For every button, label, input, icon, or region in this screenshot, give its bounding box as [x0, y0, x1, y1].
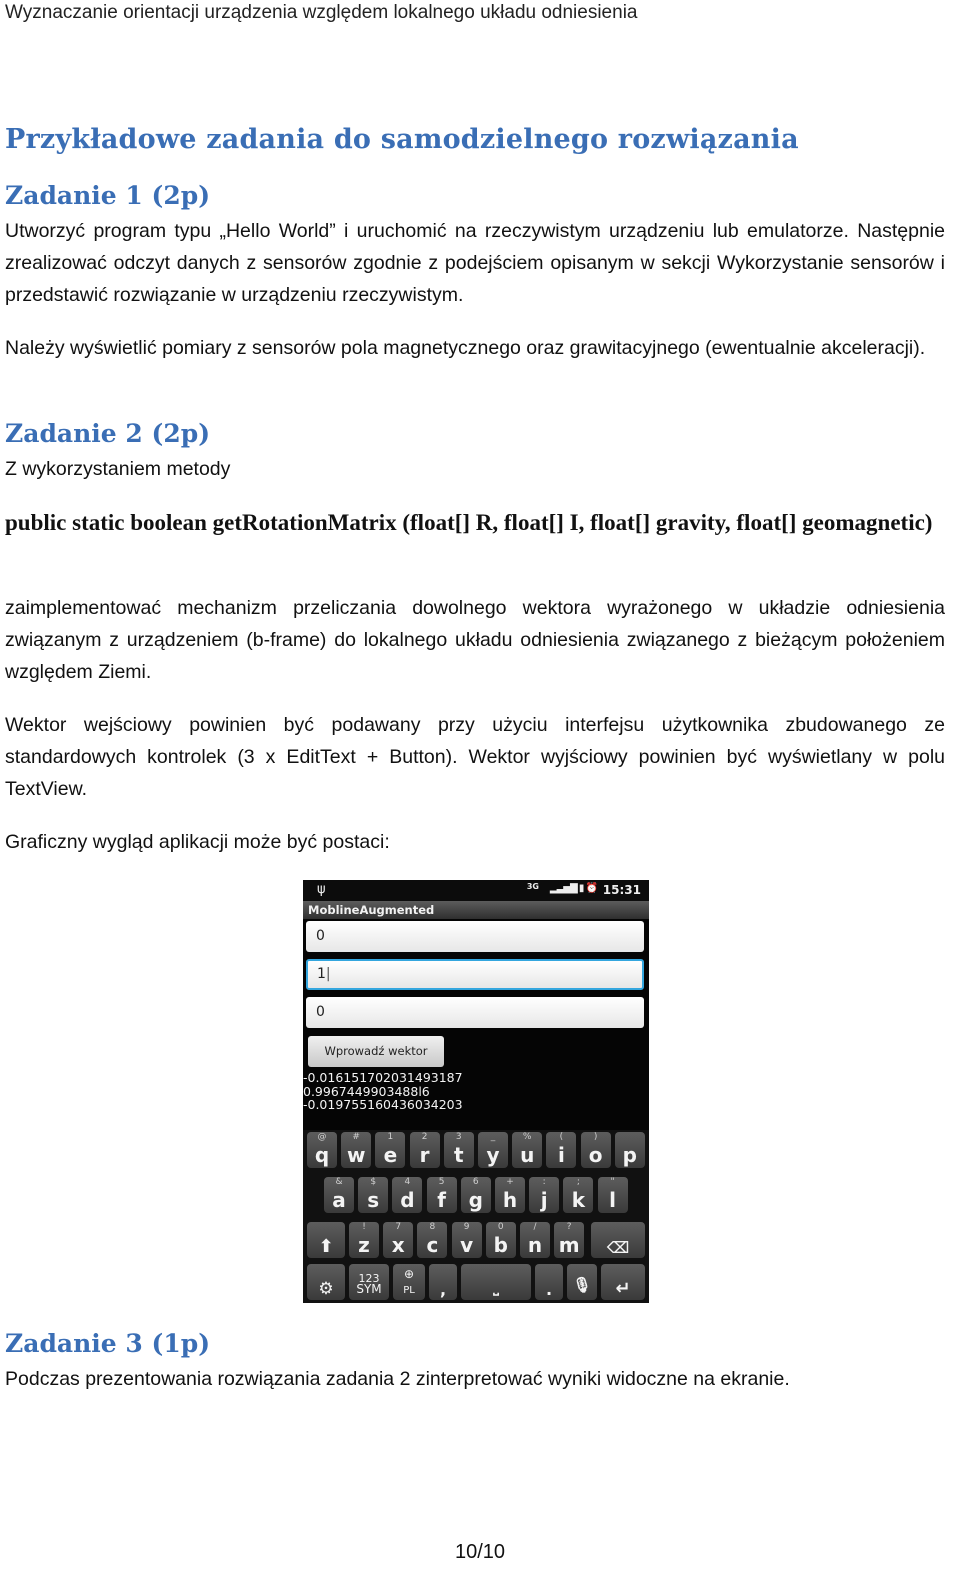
backspace-key[interactable]	[591, 1222, 645, 1258]
backspace-icon: ⌫	[606, 1238, 630, 1257]
key-v[interactable]	[452, 1222, 482, 1258]
key-primary-label: g	[468, 1188, 483, 1212]
language-label: PL	[403, 1285, 415, 1296]
task2-paragraph-3: Graficzny wygląd aplikacji może być postaci:	[5, 831, 390, 853]
running-header: Wyznaczanie orientacji urządzenia względem lokalnego układu odniesienia	[5, 2, 638, 23]
key-primary-label: f	[437, 1188, 446, 1212]
key-primary-label: o	[588, 1143, 603, 1167]
key-secondary-label: !	[362, 1222, 366, 1232]
key-primary-label: k	[571, 1188, 586, 1212]
task1-paragraph-2: Należy wyświetlić pomiary z sensorów pola magnetycznego oraz grawitacyjnego (ewentualnie akceleracji).	[5, 337, 926, 359]
key-s[interactable]	[358, 1177, 388, 1213]
enter-icon: ↵	[615, 1278, 631, 1299]
vector-y-value: 1	[317, 966, 326, 982]
key-secondary-label: :	[542, 1177, 546, 1187]
task3-paragraph: Podczas prezentowania rozwiązania zadania 2 zinterpretować wyniki widoczne na ekranie.	[5, 1368, 790, 1390]
key-secondary-label: @	[317, 1132, 327, 1142]
key-secondary-label: 3	[455, 1132, 462, 1142]
signal-icon: ▂▃▅▇ ▮ ⏰	[549, 883, 597, 894]
key-primary-label: m	[558, 1233, 580, 1257]
key-q[interactable]	[307, 1132, 337, 1168]
key-primary-label: l	[609, 1188, 617, 1212]
key-r[interactable]	[410, 1132, 440, 1168]
task2-title: Zadanie 2 (2p)	[5, 419, 211, 448]
key-secondary-label: )	[593, 1132, 598, 1142]
key-secondary-label: %	[522, 1132, 532, 1142]
key-i[interactable]	[546, 1132, 576, 1168]
space-icon: ⎵	[493, 1280, 499, 1296]
key-secondary-label: 1	[387, 1132, 394, 1142]
key-secondary-label: "	[610, 1177, 615, 1187]
settings-key[interactable]	[307, 1264, 345, 1300]
key-primary-label: r	[419, 1143, 430, 1167]
key-primary-label: e	[383, 1143, 398, 1167]
app-screenshot	[303, 880, 649, 1303]
key-secondary-label: 0	[497, 1222, 504, 1232]
task3-title: Zadanie 3 (1p)	[5, 1329, 211, 1358]
key-primary-label: j	[540, 1188, 548, 1212]
key-secondary-label: 2	[421, 1132, 428, 1142]
output-line: -0.016151702031493187	[303, 1070, 463, 1085]
shift-key[interactable]	[307, 1222, 345, 1258]
key-primary-label: u	[520, 1143, 535, 1167]
task2-paragraph-1: zaimplementować mechanizm przeliczania dowolnego wektora wyrażonego w układzie odniesienia związanym z urządzeniem (b-frame) do lokalnego układu odniesienia związanego z bieżącym położeniem względem Ziemi.	[5, 597, 945, 683]
key-n[interactable]	[520, 1222, 550, 1258]
symbols-key[interactable]	[349, 1264, 389, 1300]
key-primary-label: s	[367, 1188, 380, 1212]
space-key[interactable]	[461, 1264, 531, 1300]
key-secondary-label: +	[506, 1177, 514, 1187]
key-primary-label: b	[493, 1233, 508, 1257]
key-secondary-label: 8	[429, 1222, 436, 1232]
key-primary-label: c	[426, 1233, 439, 1257]
key-m[interactable]	[554, 1222, 584, 1258]
comma-key[interactable]	[429, 1264, 457, 1300]
task1-title: Zadanie 1 (2p)	[5, 181, 211, 210]
vector-z-input[interactable]: 0	[306, 997, 644, 1028]
task1-paragraph-1: Utworzyć program typu „Hello World” i uruchomić na rzeczywistym urządzeniu lub emulatorze. Następnie zrealizować odczyt danych z sensorów zgodnie z podejściem opisanym w sekcji Wykorzystanie sensorów i przedstawić rozwiązanie w urządzeniu rzeczywistym.	[5, 220, 945, 306]
vector-y-input[interactable]: 1|	[306, 959, 644, 990]
key-p[interactable]	[615, 1132, 645, 1168]
gear-icon: ⚙	[318, 1279, 334, 1299]
voice-key[interactable]	[567, 1264, 597, 1300]
sym-top-label: 123	[358, 1272, 380, 1285]
key-g[interactable]	[461, 1177, 491, 1213]
key-secondary-label: _	[490, 1132, 496, 1142]
key-u[interactable]	[512, 1132, 542, 1168]
vector-x-input[interactable]: 0	[306, 921, 644, 952]
key-primary-label: t	[454, 1143, 464, 1167]
page-number: 10/10	[454, 1541, 506, 1563]
key-b[interactable]	[486, 1222, 516, 1258]
sym-bottom-label: SYM	[356, 1282, 382, 1296]
task2-intro: Z wykorzystaniem metody	[5, 458, 231, 480]
key-k[interactable]	[563, 1177, 593, 1213]
soft-keyboard	[303, 1130, 649, 1303]
globe-icon: ⊕	[403, 1267, 415, 1281]
key-d[interactable]	[392, 1177, 422, 1213]
key-secondary-label: ;	[576, 1177, 580, 1187]
shift-icon: ⬆	[318, 1236, 334, 1257]
key-secondary-label: 4	[404, 1177, 411, 1187]
key-secondary-label: /	[533, 1222, 537, 1232]
key-primary-label: d	[400, 1188, 415, 1212]
language-key[interactable]	[393, 1264, 425, 1300]
status-bar	[303, 880, 649, 901]
period-key[interactable]	[535, 1264, 563, 1300]
app-title: MoblineAugmented	[303, 901, 649, 919]
key-secondary-label: 6	[472, 1177, 479, 1187]
key-primary-label: h	[502, 1188, 518, 1212]
key-primary-label: q	[314, 1143, 330, 1167]
key-f[interactable]	[427, 1177, 457, 1213]
key-w[interactable]	[341, 1132, 371, 1168]
network-type: 3G	[526, 882, 539, 891]
output-line: 0.9967449903488l6	[303, 1083, 430, 1099]
key-primary-label: v	[460, 1233, 474, 1257]
enter-key[interactable]	[601, 1264, 645, 1300]
key-primary-label: y	[486, 1143, 500, 1167]
output-textview	[303, 1071, 649, 1112]
key-secondary-label: 7	[395, 1222, 402, 1232]
key-primary-label: i	[557, 1143, 565, 1167]
key-primary-label: n	[527, 1233, 543, 1257]
main-heading: Przykładowe zadania do samodzielnego rozwiązania	[5, 124, 799, 155]
key-x[interactable]	[383, 1222, 413, 1258]
key-secondary-label: $	[370, 1177, 377, 1187]
key-a[interactable]	[324, 1177, 354, 1213]
enter-vector-button[interactable]: Wprowadź wektor	[308, 1036, 444, 1067]
period-glyph: .	[545, 1280, 553, 1299]
comma-glyph: ,	[439, 1280, 447, 1299]
key-l[interactable]	[598, 1177, 628, 1213]
key-primary-label: a	[332, 1188, 346, 1212]
key-c[interactable]	[417, 1222, 447, 1258]
key-y[interactable]	[478, 1132, 508, 1168]
key-primary-label: z	[358, 1233, 370, 1257]
task2-paragraph-2: Wektor wejściowy powinien być podawany przy użyciu interfejsu użytkownika zbudowanego ze standardowych kontrolek (3 x EditText + Button). Wektor wyjściowy powinien być wyświetlany w polu TextView.	[5, 714, 945, 800]
output-line: -0.019755160436034203	[303, 1097, 463, 1112]
key-secondary-label: #	[352, 1132, 360, 1142]
method-signature: public static boolean getRotationMatrix (float[] R, float[] I, float[] gravity, float[] geomagnetic)	[5, 510, 933, 535]
key-primary-label: w	[346, 1143, 366, 1167]
key-z[interactable]	[349, 1222, 379, 1258]
usb-icon: ψ	[317, 882, 326, 897]
status-time: 15:31	[602, 883, 641, 897]
microphone-icon: 🎙	[572, 1276, 592, 1294]
key-t[interactable]	[444, 1132, 474, 1168]
key-secondary-label: 5	[438, 1177, 445, 1187]
key-h[interactable]	[495, 1177, 525, 1213]
key-j[interactable]	[529, 1177, 559, 1213]
key-o[interactable]	[581, 1132, 611, 1168]
key-primary-label: p	[622, 1143, 637, 1167]
key-e[interactable]	[375, 1132, 405, 1168]
key-primary-label: x	[391, 1233, 405, 1257]
key-secondary-label: &	[335, 1177, 343, 1187]
key-secondary-label: 9	[463, 1222, 470, 1232]
key-secondary-label: (	[559, 1132, 564, 1142]
key-secondary-label: ?	[566, 1222, 572, 1232]
